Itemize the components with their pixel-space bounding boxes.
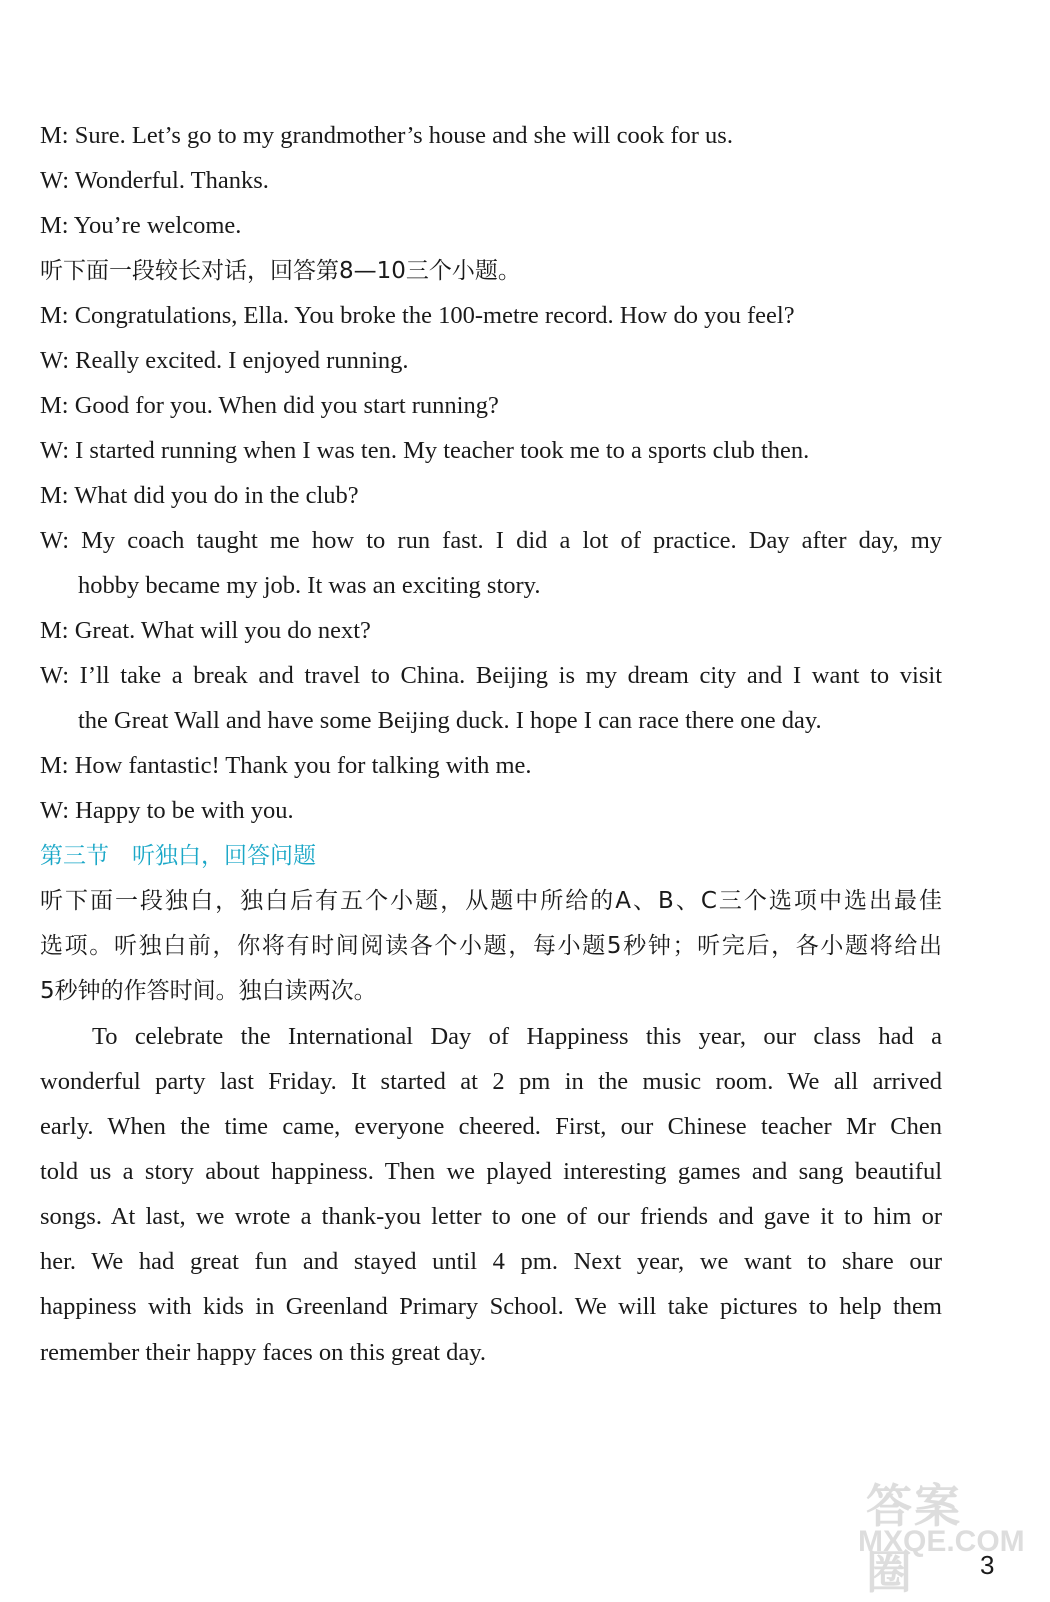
monologue-line: remember their happy faces on this great day.: [40, 1339, 487, 1366]
dialogue-line: M: You’re welcome.: [40, 212, 242, 239]
dialogue-line: W: I’ll take a break and travel to China. Beijing is my dream city and I want to visit: [40, 662, 942, 689]
instruction-line: 选项。听独白前，你将有时间阅读各个小题，每小题5秒钟；听完后，各小题将给出: [40, 933, 942, 959]
instruction-line: 5秒钟的作答时间。独白读两次。: [40, 978, 377, 1004]
dialogue-line: M: Sure. Let’s go to my grandmother’s house and she will cook for us.: [40, 122, 733, 149]
watermark-bottom: MXQE.COM: [858, 1525, 1025, 1558]
monologue-line: told us a story about happiness. Then we played interesting games and sang beautiful: [40, 1158, 942, 1185]
page-number: 3: [980, 1550, 995, 1580]
dialogue-line: W: Really excited. I enjoyed running.: [40, 347, 409, 374]
dialogue-line: W: Wonderful. Thanks.: [40, 167, 269, 194]
monologue-line: early. When the time came, everyone cheered. First, our Chinese teacher Mr Chen: [40, 1113, 942, 1140]
dialogue-line: W: I started running when I was ten. My teacher took me to a sports club then.: [40, 437, 810, 464]
monologue-line: songs. At last, we wrote a thank-you letter to one of our friends and gave it to him or: [40, 1203, 942, 1230]
monologue-line: her. We had great fun and stayed until 4 pm. Next year, we want to share our: [40, 1248, 942, 1275]
dialogue-line-continued: hobby became my job. It was an exciting story.: [78, 572, 541, 599]
instruction-line: 听下面一段独白，独白后有五个小题，从题中所给的A、B、C三个选项中选出最佳: [40, 888, 942, 914]
dialogue-line: W: Happy to be with you.: [40, 797, 294, 824]
dialogue-line: M: Good for you. When did you start running?: [40, 392, 499, 419]
dialogue-line: M: What did you do in the club?: [40, 482, 359, 509]
dialogue-line: W: My coach taught me how to run fast. I did a lot of practice. Day after day, my: [40, 527, 942, 554]
instruction-line: 听下面一段较长对话，回答第8—10三个小题。: [40, 258, 521, 284]
dialogue-line: M: How fantastic! Thank you for talking with me.: [40, 752, 532, 779]
dialogue-line: M: Great. What will you do next?: [40, 617, 371, 644]
dialogue-line-continued: the Great Wall and have some Beijing duck. I hope I can race there one day.: [78, 707, 822, 734]
monologue-line: To celebrate the International Day of Happiness this year, our class had a: [92, 1023, 942, 1050]
dialogue-line: M: Congratulations, Ella. You broke the 100-metre record. How do you feel?: [40, 302, 795, 329]
monologue-line: happiness with kids in Greenland Primary School. We will take pictures to help them: [40, 1293, 942, 1320]
section-heading: 第三节 听独白，回答问题: [40, 843, 316, 869]
watermark-top: 答案圈: [866, 1479, 962, 1599]
watermark-logo: [858, 1470, 1025, 1599]
monologue-line: wonderful party last Friday. It started at 2 pm in the music room. We all arrived: [40, 1068, 942, 1095]
